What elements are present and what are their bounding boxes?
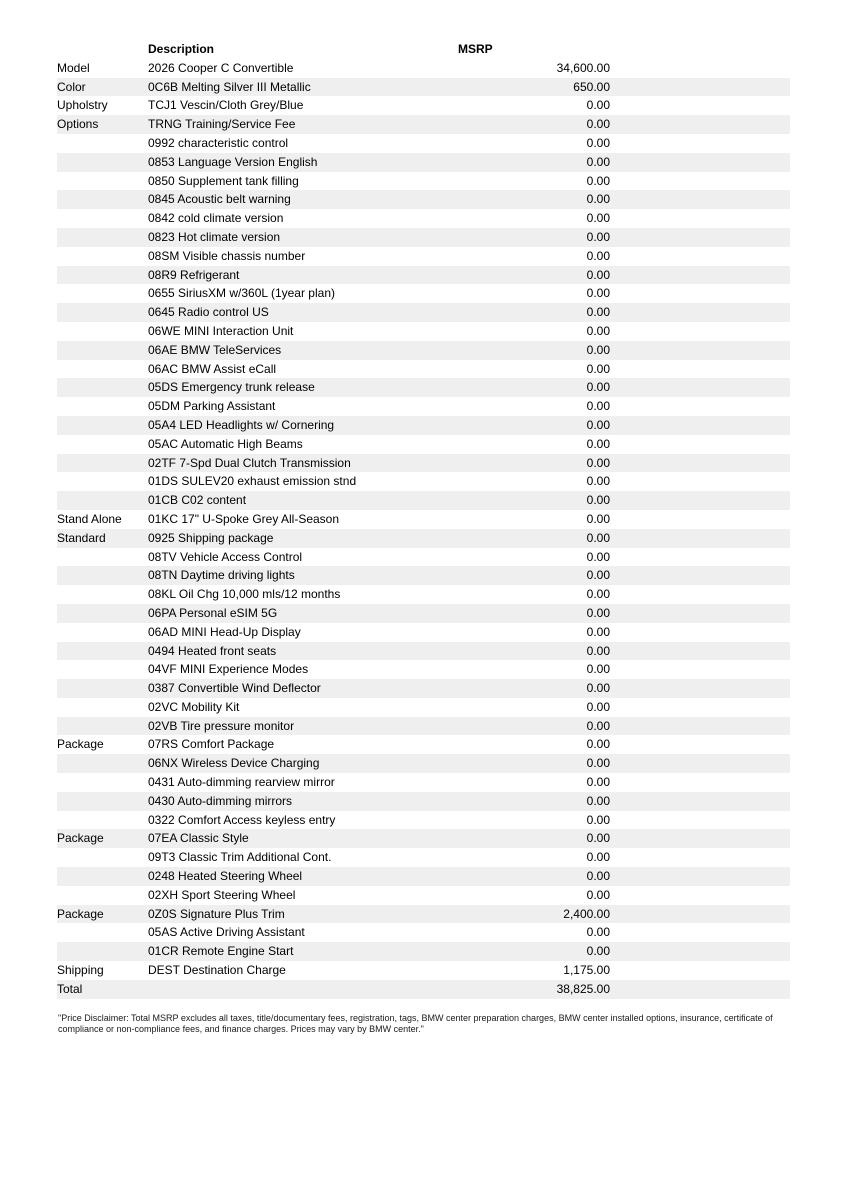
cell-msrp: 0.00: [458, 754, 610, 773]
cell-description: 01KC 17" U-Spoke Grey All-Season: [148, 511, 340, 526]
cell-msrp: 0.00: [458, 679, 610, 698]
table-row: [57, 322, 790, 341]
cell-category: [57, 867, 148, 886]
cell-msrp: 0.00: [586, 173, 610, 188]
cell-category: [57, 454, 148, 473]
cell-category: [57, 848, 148, 867]
cell-description: 01DS SULEV20 exhaust emission stnd: [148, 474, 357, 489]
cell-description: 06AE BMW TeleServices: [148, 341, 458, 360]
cell-description: 2026 Cooper C Convertible: [148, 60, 294, 75]
cell-category: [57, 397, 148, 416]
cell-category: [57, 341, 148, 360]
cell-category: [57, 266, 148, 285]
cell-msrp: 0.00: [586, 925, 610, 940]
cell-msrp: 0.00: [458, 228, 610, 247]
table-row: [57, 529, 790, 548]
cell-description: 0992 characteristic control: [148, 135, 289, 150]
cell-category: [57, 190, 148, 209]
cell-description: 0248 Heated Steering Wheel: [148, 867, 458, 886]
table-row: [57, 792, 790, 811]
cell-description: 05AS Active Driving Assistant: [148, 925, 305, 940]
cell-category: [57, 811, 148, 830]
header-row: [57, 40, 790, 59]
table-row: [57, 829, 790, 848]
cell-category: [57, 642, 148, 661]
cell-filler: [610, 209, 790, 228]
cell-category: [57, 660, 148, 679]
table-row: [57, 942, 790, 961]
cell-msrp: 0.00: [458, 566, 610, 585]
cell-filler: [610, 378, 790, 397]
cell-msrp: 0.00: [458, 792, 610, 811]
cell-category: Shipping: [57, 963, 104, 978]
cell-filler: [610, 829, 790, 848]
cell-filler: [610, 190, 790, 209]
cell-msrp: 0.00: [458, 416, 610, 435]
cell-description: TRNG Training/Service Fee: [148, 115, 458, 134]
cell-category: [57, 228, 148, 247]
cell-msrp: 2,400.00: [458, 905, 610, 924]
cell-msrp: 38,825.00: [458, 980, 610, 999]
cell-category: Standard: [57, 529, 148, 548]
table-row: [57, 735, 790, 754]
cell-filler: [610, 961, 790, 980]
cell-filler: [610, 735, 790, 754]
cell-filler: [610, 96, 790, 115]
cell-description: 02TF 7-Spd Dual Clutch Transmission: [148, 454, 458, 473]
cell-filler: [610, 660, 790, 679]
cell-filler: [610, 529, 790, 548]
cell-filler: [610, 698, 790, 717]
cell-category: [57, 623, 148, 642]
table-row: [57, 378, 790, 397]
cell-category: Color: [57, 78, 148, 97]
cell-msrp: 0.00: [586, 399, 610, 414]
table-row: [57, 134, 790, 153]
cell-msrp: 0.00: [586, 436, 610, 451]
cell-description: TCJ1 Vescin/Cloth Grey/Blue: [148, 98, 304, 113]
cell-description: 05DM Parking Assistant: [148, 399, 276, 414]
cell-category: [57, 717, 148, 736]
cell-msrp: 0.00: [458, 491, 610, 510]
cell-category: Model: [57, 60, 90, 75]
cell-filler: [610, 360, 790, 379]
table-row: [57, 905, 790, 924]
cell-description: 02VB Tire pressure monitor: [148, 717, 458, 736]
table-row: [57, 510, 790, 529]
cell-filler: [610, 867, 790, 886]
cell-description: 05A4 LED Headlights w/ Cornering: [148, 416, 458, 435]
cell-filler: [610, 548, 790, 567]
cell-description: 0842 cold climate version: [148, 211, 284, 226]
table-row: [57, 59, 790, 78]
cell-description: 02XH Sport Steering Wheel: [148, 887, 296, 902]
cell-msrp: 0.00: [458, 717, 610, 736]
cell-msrp: 0.00: [458, 266, 610, 285]
table-row: [57, 190, 790, 209]
table-row: [57, 228, 790, 247]
cell-description: 05DS Emergency trunk release: [148, 378, 458, 397]
price-disclaimer: "Price Disclaimer: Total MSRP excludes all taxes, title/documentary fees, registration, tags, BMW center preparation charges, BMW center installed options, insurance, certificate of compliance or non-compliance fees, and finance charges. Prices may vary by BMW center.": [58, 1012, 773, 1034]
table-row: [57, 472, 790, 491]
price-table-body: [57, 59, 790, 999]
cell-description: 08R9 Refrigerant: [148, 266, 458, 285]
cell-description: 0Z0S Signature Plus Trim: [148, 905, 458, 924]
cell-description: 0322 Comfort Access keyless entry: [148, 812, 336, 827]
cell-filler: [610, 153, 790, 172]
cell-msrp: 0.00: [458, 190, 610, 209]
table-row: [57, 303, 790, 322]
cell-category: Upholstry: [57, 98, 108, 113]
cell-filler: [610, 115, 790, 134]
cell-msrp: 0.00: [458, 153, 610, 172]
cell-filler: [610, 811, 790, 830]
cell-msrp: 34,600.00: [556, 60, 610, 75]
table-row: [57, 416, 790, 435]
cell-category: [57, 792, 148, 811]
cell-filler: [610, 491, 790, 510]
cell-msrp: 0.00: [458, 454, 610, 473]
cell-filler: [610, 397, 790, 416]
table-row: [57, 435, 790, 454]
cell-msrp: 0.00: [586, 737, 610, 752]
cell-filler: [610, 59, 790, 78]
cell-description: 0925 Shipping package: [148, 529, 458, 548]
cell-filler: [610, 566, 790, 585]
cell-category: [57, 942, 148, 961]
cell-description: 0845 Acoustic belt warning: [148, 190, 458, 209]
table-row: [57, 284, 790, 303]
table-row: [57, 491, 790, 510]
cell-description: 0387 Convertible Wind Deflector: [148, 679, 458, 698]
cell-description: [148, 980, 458, 999]
table-row: [57, 642, 790, 661]
header-category: [57, 40, 148, 59]
cell-msrp: 0.00: [458, 642, 610, 661]
table-row: [57, 397, 790, 416]
cell-category: Options: [57, 115, 148, 134]
cell-category: [57, 566, 148, 585]
cell-filler: [610, 454, 790, 473]
cell-msrp: 0.00: [586, 211, 610, 226]
cell-filler: [610, 604, 790, 623]
cell-category: [57, 585, 148, 604]
cell-category: Stand Alone: [57, 511, 122, 526]
table-row: [57, 548, 790, 567]
cell-description: 05AC Automatic High Beams: [148, 436, 303, 451]
table-row: [57, 454, 790, 473]
table-row: [57, 96, 790, 115]
cell-filler: [610, 585, 790, 604]
cell-category: Total: [57, 980, 148, 999]
price-table-header: [57, 40, 790, 59]
table-row: [57, 848, 790, 867]
table-row: [57, 698, 790, 717]
table-row: [57, 867, 790, 886]
cell-msrp: 650.00: [458, 78, 610, 97]
cell-msrp: 0.00: [586, 549, 610, 564]
table-row: [57, 923, 790, 942]
cell-msrp: 0.00: [586, 587, 610, 602]
cell-msrp: 0.00: [586, 361, 610, 376]
cell-description: 08SM Visible chassis number: [148, 248, 306, 263]
cell-description: 06WE MINI Interaction Unit: [148, 323, 294, 338]
table-row: [57, 360, 790, 379]
cell-description: 08TV Vehicle Access Control: [148, 549, 303, 564]
cell-msrp: 0.00: [586, 474, 610, 489]
cell-description: 08TN Daytime driving lights: [148, 566, 458, 585]
cell-description: 0850 Supplement tank filling: [148, 173, 299, 188]
cell-msrp: 0.00: [586, 624, 610, 639]
cell-msrp: 0.00: [458, 341, 610, 360]
cell-description: 0431 Auto-dimming rearview mirror: [148, 775, 335, 790]
cell-category: [57, 134, 148, 153]
cell-description: 06AD MINI Head-Up Display: [148, 624, 301, 639]
cell-category: Package: [57, 905, 148, 924]
cell-category: [57, 698, 148, 717]
cell-msrp: 0.00: [586, 699, 610, 714]
cell-filler: [610, 905, 790, 924]
cell-description: 07RS Comfort Package: [148, 737, 275, 752]
cell-category: [57, 491, 148, 510]
cell-filler: [610, 510, 790, 529]
cell-filler: [610, 284, 790, 303]
cell-category: [57, 284, 148, 303]
cell-filler: [610, 923, 790, 942]
cell-description: 0494 Heated front seats: [148, 642, 458, 661]
cell-category: [57, 360, 148, 379]
cell-msrp: 0.00: [458, 378, 610, 397]
cell-category: [57, 209, 148, 228]
cell-msrp: 0.00: [458, 942, 610, 961]
cell-msrp: 1,175.00: [563, 963, 610, 978]
cell-description: 0645 Radio control US: [148, 303, 458, 322]
cell-category: [57, 153, 148, 172]
cell-category: [57, 754, 148, 773]
table-row: [57, 679, 790, 698]
price-table: [57, 40, 790, 999]
table-row: [57, 585, 790, 604]
cell-category: [57, 886, 148, 905]
table-row: [57, 209, 790, 228]
cell-filler: [610, 679, 790, 698]
cell-filler: [610, 172, 790, 191]
cell-category: [57, 773, 148, 792]
cell-description: 01CB C02 content: [148, 491, 458, 510]
header-msrp: MSRP: [458, 42, 493, 56]
cell-filler: [610, 266, 790, 285]
cell-category: [57, 604, 148, 623]
cell-filler: [610, 642, 790, 661]
table-row: [57, 811, 790, 830]
cell-msrp: 0.00: [458, 604, 610, 623]
cell-description: 04VF MINI Experience Modes: [148, 662, 309, 677]
cell-description: 09T3 Classic Trim Additional Cont.: [148, 850, 332, 865]
cell-filler: [610, 303, 790, 322]
cell-filler: [610, 773, 790, 792]
cell-filler: [610, 134, 790, 153]
cell-description: 06NX Wireless Device Charging: [148, 754, 458, 773]
cell-msrp: 0.00: [586, 323, 610, 338]
table-row: [57, 172, 790, 191]
cell-filler: [610, 416, 790, 435]
cell-category: [57, 322, 148, 341]
cell-filler: [610, 247, 790, 266]
cell-filler: [610, 341, 790, 360]
table-row: [57, 566, 790, 585]
cell-filler: [610, 78, 790, 97]
table-row: [57, 115, 790, 134]
cell-description: 0C6B Melting Silver III Metallic: [148, 78, 458, 97]
cell-msrp: 0.00: [458, 529, 610, 548]
table-row: [57, 980, 790, 999]
cell-description: 07EA Classic Style: [148, 829, 458, 848]
cell-description: 06AC BMW Assist eCall: [148, 361, 277, 376]
cell-filler: [610, 942, 790, 961]
cell-msrp: 0.00: [458, 303, 610, 322]
cell-description: DEST Destination Charge: [148, 963, 286, 978]
table-row: [57, 78, 790, 97]
cell-category: Package: [57, 829, 148, 848]
cell-msrp: 0.00: [586, 887, 610, 902]
header-filler: [610, 40, 790, 59]
cell-category: [57, 247, 148, 266]
table-row: [57, 341, 790, 360]
cell-msrp: 0.00: [586, 775, 610, 790]
cell-category: [57, 416, 148, 435]
table-row: [57, 717, 790, 736]
table-row: [57, 153, 790, 172]
cell-filler: [610, 228, 790, 247]
cell-msrp: 0.00: [586, 286, 610, 301]
table-row: [57, 886, 790, 905]
table-row: [57, 660, 790, 679]
cell-msrp: 0.00: [458, 829, 610, 848]
cell-filler: [610, 754, 790, 773]
cell-category: [57, 548, 148, 567]
cell-filler: [610, 980, 790, 999]
cell-description: 0823 Hot climate version: [148, 228, 458, 247]
cell-msrp: 0.00: [586, 135, 610, 150]
cell-msrp: 0.00: [458, 115, 610, 134]
table-row: [57, 247, 790, 266]
cell-description: 06PA Personal eSIM 5G: [148, 604, 458, 623]
cell-description: 08KL Oil Chg 10,000 mls/12 months: [148, 587, 341, 602]
cell-msrp: 0.00: [586, 511, 610, 526]
cell-category: [57, 435, 148, 454]
header-description: Description: [148, 42, 215, 56]
cell-msrp: 0.00: [586, 98, 610, 113]
cell-filler: [610, 435, 790, 454]
cell-filler: [610, 886, 790, 905]
cell-description: 0430 Auto-dimming mirrors: [148, 792, 458, 811]
table-row: [57, 773, 790, 792]
cell-filler: [610, 623, 790, 642]
cell-msrp: 0.00: [458, 867, 610, 886]
cell-msrp: 0.00: [586, 850, 610, 865]
cell-category: [57, 472, 148, 491]
cell-msrp: 0.00: [586, 662, 610, 677]
cell-description: 02VC Mobility Kit: [148, 699, 240, 714]
cell-description: 01CR Remote Engine Start: [148, 942, 458, 961]
table-row: [57, 266, 790, 285]
cell-description: 0655 SiriusXM w/360L (1year plan): [148, 286, 335, 301]
table-row: [57, 604, 790, 623]
cell-filler: [610, 322, 790, 341]
cell-filler: [610, 472, 790, 491]
cell-filler: [610, 717, 790, 736]
cell-filler: [610, 792, 790, 811]
cell-category: [57, 378, 148, 397]
cell-category: Package: [57, 737, 104, 752]
table-row: [57, 961, 790, 980]
cell-category: [57, 923, 148, 942]
cell-category: [57, 172, 148, 191]
cell-msrp: 0.00: [586, 248, 610, 263]
table-row: [57, 623, 790, 642]
cell-description: 0853 Language Version English: [148, 153, 458, 172]
cell-category: [57, 303, 148, 322]
cell-filler: [610, 848, 790, 867]
cell-msrp: 0.00: [586, 812, 610, 827]
cell-category: [57, 679, 148, 698]
table-row: [57, 754, 790, 773]
